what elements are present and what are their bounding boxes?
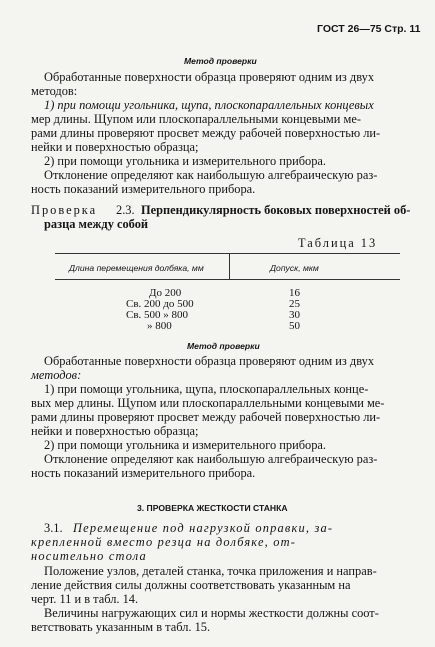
table-cell-tolerance: 30: [289, 309, 300, 321]
section-3-line: черт. 11 и в табл. 14.: [31, 592, 139, 606]
item-3-1-title-cont: крепленной вместо резца на долбяке, от-: [31, 535, 297, 549]
block1-line: мер длины. Щупом или плоскопараллельными концевыми ме-: [31, 112, 361, 126]
check-title-cont: разца между собой: [44, 217, 149, 231]
block1-line: Обработанные поверхности образца проверяют одним из двух: [44, 70, 375, 84]
section-3-title: 3. ПРОВЕРКА ЖЕСТКОСТИ СТАНКА: [137, 503, 288, 513]
page-header: ГОСТ 26—75 Стр. 11: [317, 23, 421, 35]
block2-line: Отклонение определяют как наибольшую алгебраическую раз-: [44, 452, 378, 466]
item-3-1-title: Перемещение под нагрузкой оправки, за-: [73, 521, 334, 535]
block1-line: нейки и поверхностью образца;: [31, 140, 199, 154]
table-column-divider: [229, 253, 230, 279]
table-caption: Таблица 13: [298, 236, 378, 250]
table-cell-tolerance: 16: [289, 287, 300, 299]
table-cell-range: Св. 500 » 800: [126, 309, 189, 321]
table-cell-range: До 200: [149, 287, 182, 299]
block2-line: рами длины проверяют просвет между рабочей поверхностью ли-: [31, 410, 381, 424]
item-3-1-number: 3.1.: [44, 521, 63, 535]
table-cell-tolerance: 50: [289, 320, 300, 332]
table-header-tolerance: Допуск, мкм: [270, 263, 319, 273]
table-top-rule: [55, 253, 400, 254]
check-prefix: Проверка: [31, 203, 98, 217]
table-header-rule: [55, 279, 400, 280]
block1-line: ность показаний измерительного прибора.: [31, 182, 256, 196]
table-cell-tolerance: 25: [289, 298, 300, 310]
section-3-line: ветствовать указанным в табл. 15.: [31, 620, 211, 634]
block2-line: нейки и поверхностью образца;: [31, 424, 199, 438]
block1-line: методов:: [31, 84, 78, 98]
section-3-line: Величины нагружающих сил и нормы жесткости должны соот-: [44, 606, 379, 620]
table-cell-range: » 800: [147, 320, 172, 332]
block1-line: рами длины проверяют просвет между рабочей поверхностью ли-: [31, 126, 381, 140]
item-3-1-title-cont: носительно стола: [31, 549, 147, 563]
check-number: 2.3.: [116, 203, 135, 217]
block1-line: Отклонение определяют как наибольшую алгебраическую раз-: [44, 168, 378, 182]
block2-line: Обработанные поверхности образца проверяют одним из двух: [44, 354, 375, 368]
method-heading-1: Метод проверки: [184, 56, 257, 66]
block2-line: 2) при помощи угольника и измерительного прибора.: [44, 438, 327, 452]
section-3-line: ление действия силы должны соответствовать указанным на: [31, 578, 351, 592]
table-header-length: Длина перемещения долбяка, мм: [69, 263, 204, 273]
check-title: Перпендикулярность боковых поверхностей об-: [141, 203, 411, 217]
section-3-line: Положение узлов, деталей станка, точка приложения и направ-: [44, 564, 377, 578]
block2-line: вых мер длины. Щупом или плоскопараллельными концевыми ме-: [31, 396, 385, 410]
block1-line: 1) при помощи угольника, щупа, плоскопараллельных концевых: [44, 98, 374, 112]
block2-line: методов:: [31, 368, 82, 382]
method-heading-2: Метод проверки: [187, 341, 260, 351]
table-cell-range: Св. 200 до 500: [126, 298, 194, 310]
block1-line: 2) при помощи угольника и измерительного прибора.: [44, 154, 327, 168]
block2-line: 1) при помощи угольника, щупа, плоскопараллельных конце-: [44, 382, 369, 396]
block2-line: ность показаний измерительного прибора.: [31, 466, 256, 480]
